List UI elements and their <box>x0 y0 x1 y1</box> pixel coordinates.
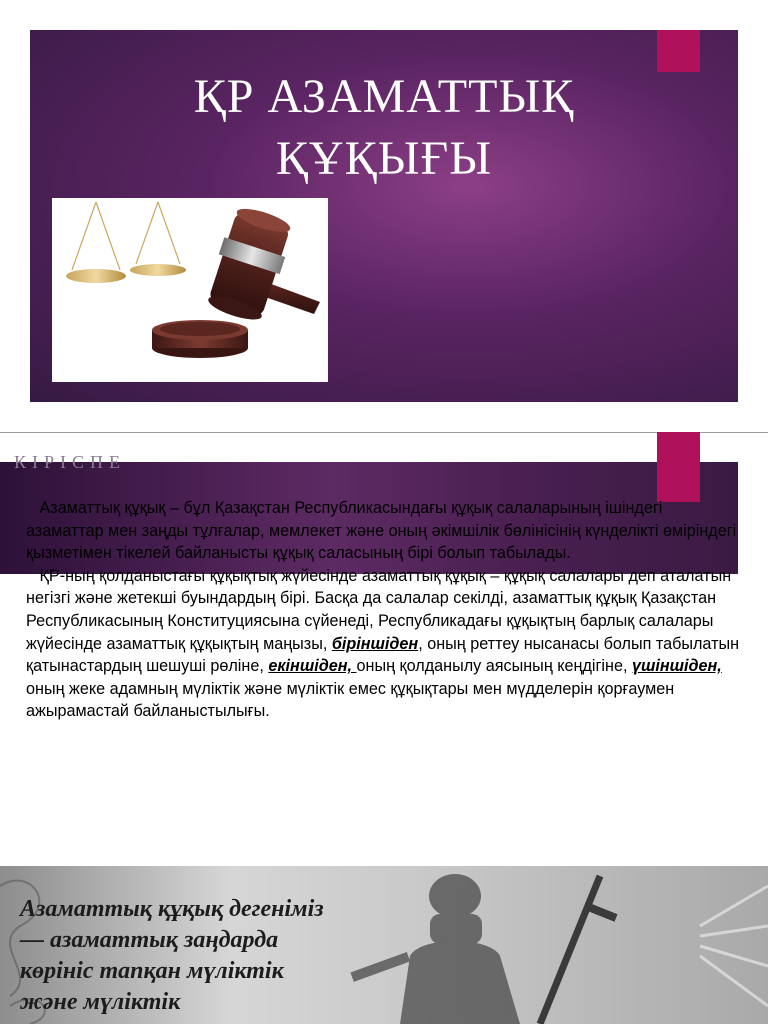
highlight-first: біріншіден <box>331 634 419 653</box>
accent-tab <box>657 30 700 72</box>
highlight-third: үшіншіден, <box>631 657 722 676</box>
paragraph-1-text: Азаматтық құқық – бұл Қазақстан Республикасындағы құқық салаларының ішіндегі азаматтар мен заңды тұлғалар, мемлекет және оның әкімшілік бөлінісінің күнделікті өміріндегі қызметімен тікелей байланысты құқық саласының бірі болып табылады. <box>26 499 737 563</box>
gavel-scales-image <box>52 198 328 382</box>
definition-slide <box>0 866 768 1024</box>
highlight-second: екіншіден, <box>268 657 357 676</box>
paragraph-2-text-d: оның жеке адамның мүліктік және мүліктік емес құқықтары мен мүдделерін қорғаумен ажырамастай байланыстылығы. <box>26 679 675 721</box>
gavel-scales-illustration <box>52 198 328 382</box>
paragraph-2-text-c: оның қолданылу аясының кеңдігіне, <box>356 657 632 676</box>
paragraph-2-text-a: ҚР-ның қолданыстағы құқықтық жүйесінде азаматтық құқық – құқық салалары деп аталатын негізгі және жетекші буындардың бірі. Басқа да салалар секілді, азаматтық құқық Қазақстан Республикасының Конституциясына сүйенеді, Республикадағы құқықтың барлық салалары жүйесінде азаматтық құқықтың маңызы, <box>26 566 732 653</box>
paragraph-2-text-b: , оның реттеу нысанасы болып табылатын қатынастардың шешуші рөліне, <box>26 634 740 676</box>
slide-title: ҚР АЗАМАТТЫҚ ҚҰҚЫҒЫ <box>193 70 575 185</box>
intro-heading: КІРІСПЕ <box>14 452 127 472</box>
intro-paragraph-2 <box>26 565 742 723</box>
definition-text: Азаматтық құқық дегеніміз — азаматтық заңдарда көрініс тапқан мүліктік және мүліктік <box>20 896 324 1015</box>
accent-tab-2 <box>657 432 700 502</box>
slide-divider <box>0 432 768 433</box>
intro-body <box>26 497 742 723</box>
intro-paragraph-1 <box>26 497 742 565</box>
title-slide <box>30 30 738 402</box>
